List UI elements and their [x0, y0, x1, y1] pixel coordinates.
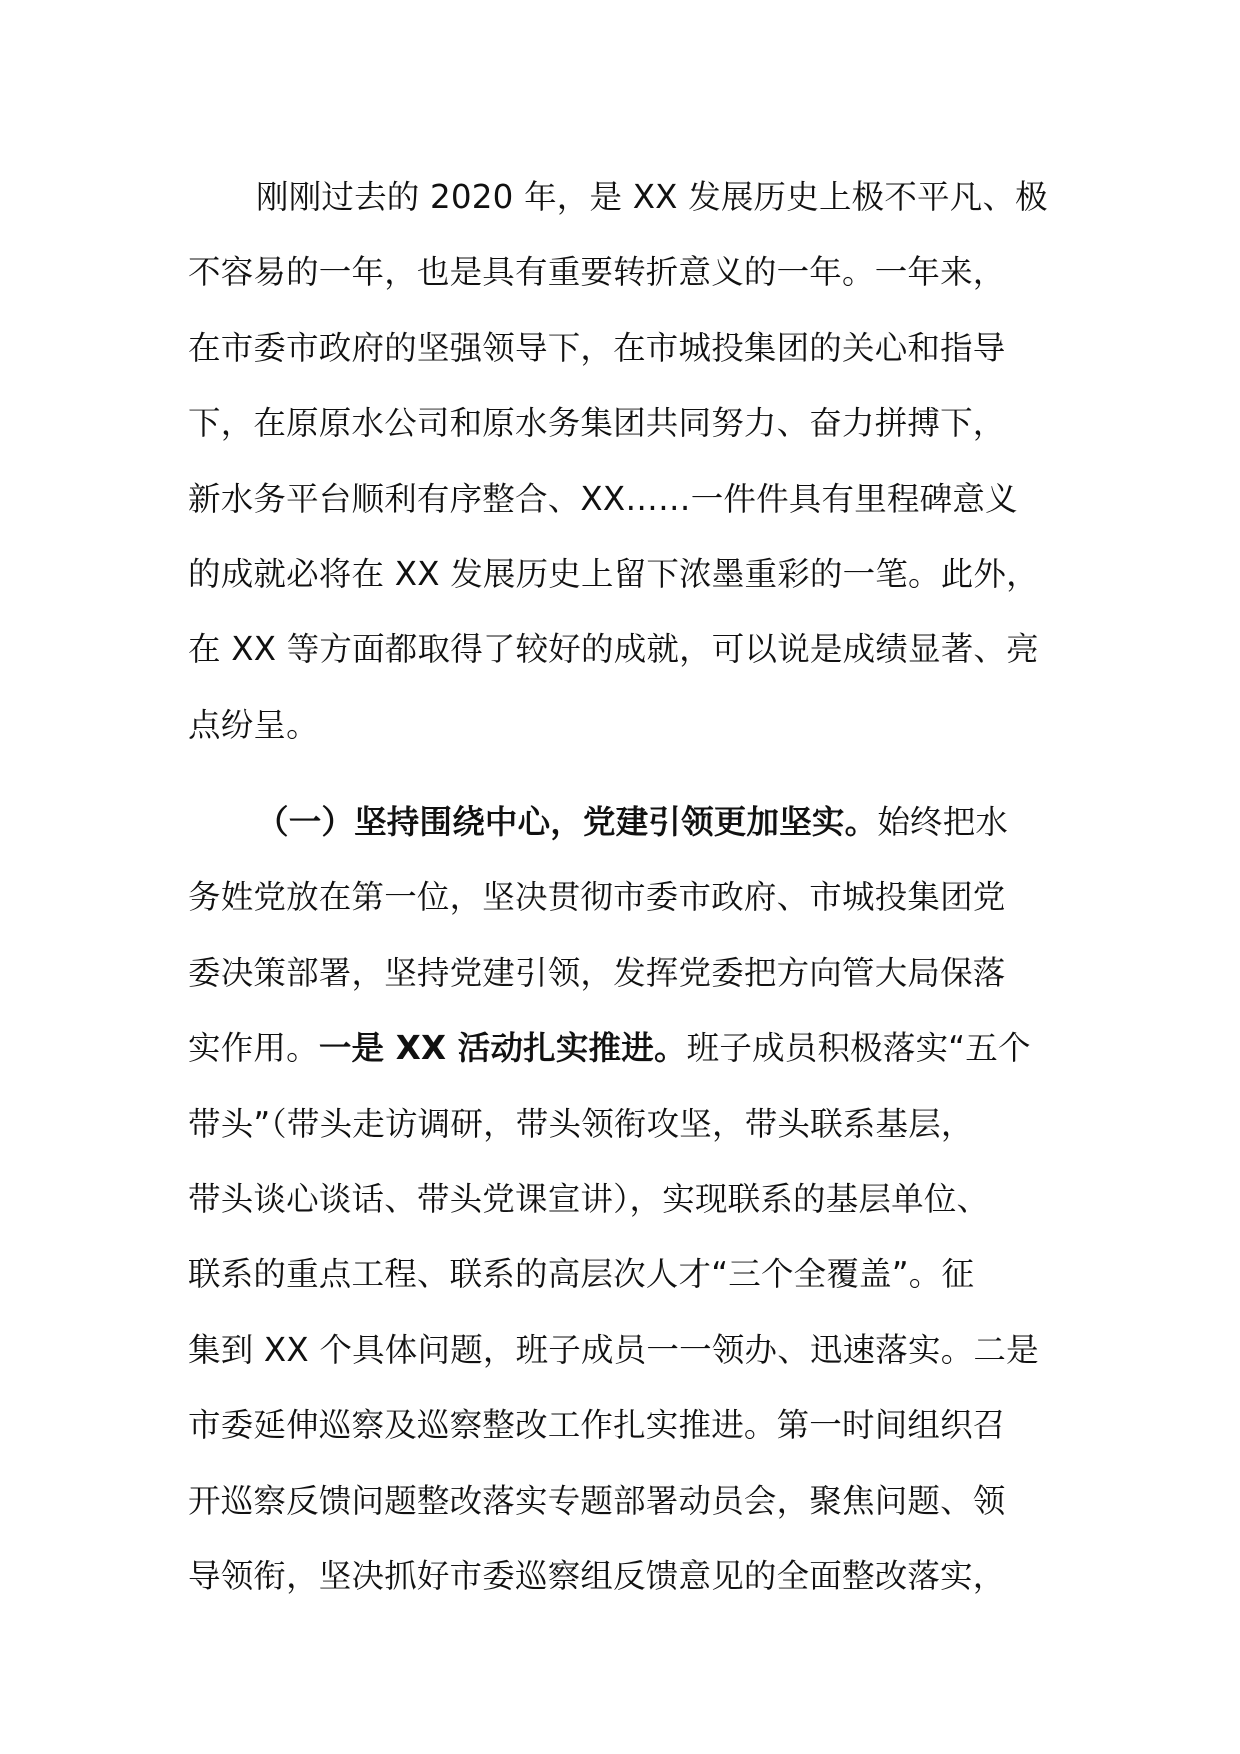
text-line: 下，在原原水公司和原水务集团共同努力、奋力拼搏下， [188, 404, 1006, 443]
text-line [188, 160, 1058, 235]
text-line: 联系的重点工程、联系的高层次人才“三个全覆盖”。征 [188, 1255, 975, 1294]
text-line: 在 XX 等方面都取得了较好的成就，可以说是成绩显著、亮 [188, 630, 1039, 669]
text-line: 点纷呈。 [188, 705, 319, 744]
text-line: 集到 XX 个具体问题，班子成员一一领办、迅速落实。二是 [188, 1330, 1039, 1369]
text-line-content: 始终把水 [877, 803, 1009, 841]
text-line: 不容易的一年，也是具有重要转折意义的一年。一年来， [188, 253, 1006, 292]
text-line-content: 刚刚过去的 2020 年，是 XX 发展历史上极不平凡、极 [256, 178, 1048, 216]
section-heading: （一）坚持围绕中心，党建引领更加坚实。 [256, 803, 878, 841]
text-line: 市委延伸巡察及巡察整改工作扎实推进。第一时间组织召 [188, 1406, 1006, 1445]
text-line [188, 1011, 1058, 1086]
text-line: 委决策部署，坚持党建引领，发挥党委把方向管大局保落 [188, 953, 1006, 992]
paragraph-intro [188, 160, 1058, 763]
text-line: 新水务平台顺利有序整合、XX……一件件具有里程碑意义 [188, 479, 1018, 518]
text-line-content: 班子成员积极落实“五个 [686, 1029, 1031, 1068]
text-line: 在市委市政府的坚强领导下，在市城投集团的关心和指导 [188, 328, 1006, 367]
text-line: 开巡察反馈问题整改落实专题部署动员会，聚焦问题、领 [188, 1481, 1006, 1520]
text-line: 务姓党放在第一位，坚决贯彻市委市政府、市城投集团党 [188, 878, 1006, 917]
text-line: 的成就必将在 XX 发展历史上留下浓墨重彩的一笔。此外， [188, 555, 1039, 594]
text-line: 导领衔，坚决抓好市委巡察组反馈意见的全面整改落实， [188, 1557, 1006, 1596]
text-line: 带头谈心谈话、带头党课宣讲），实现联系的基层单位、 [188, 1180, 990, 1219]
text-line: 带头”（带头走访调研，带头领衔攻坚，带头联系基层， [188, 1104, 974, 1143]
text-line-content: 实作用。 [188, 1029, 319, 1068]
text-line [188, 785, 1058, 860]
paragraph-party-building [188, 785, 1058, 1614]
sub-heading: 一是 XX 活动扎实推进。 [318, 1029, 687, 1068]
